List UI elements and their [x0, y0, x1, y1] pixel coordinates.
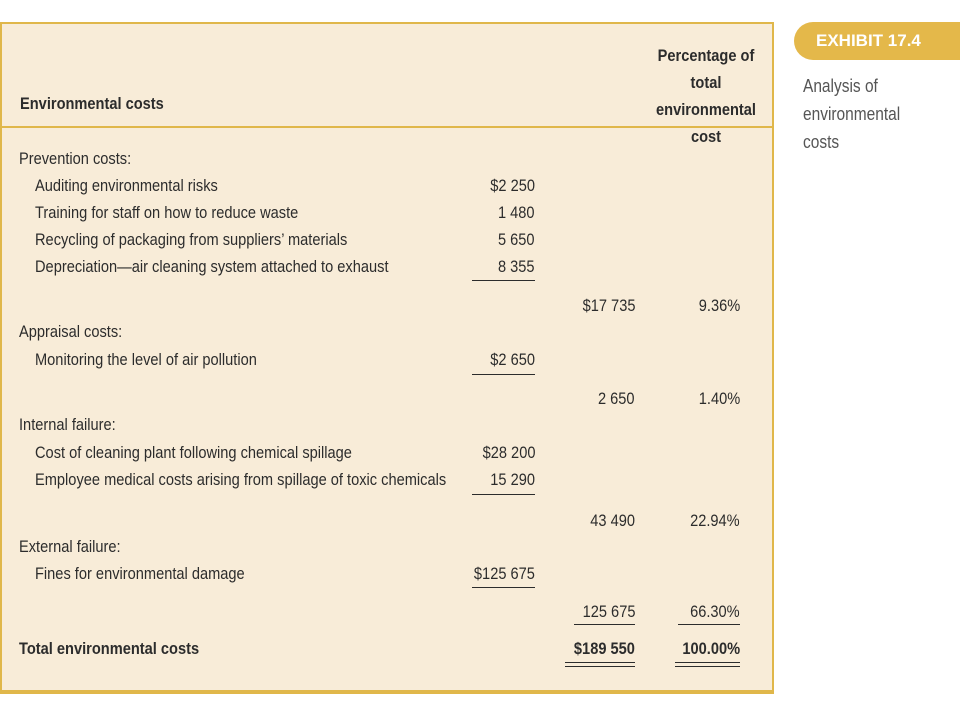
- total-row: [2, 639, 776, 663]
- row-amount: 15 290: [490, 470, 535, 489]
- subtotal-percent: 9.36%: [698, 296, 740, 315]
- row-label: Employee medical costs arising from spillage of toxic chemicals: [35, 470, 447, 489]
- header-percentage-line-1: Percentage of total: [657, 46, 755, 92]
- row-label: Fines for environmental damage: [35, 564, 245, 583]
- subtotal-percent: 1.40%: [698, 389, 740, 408]
- exhibit-caption: [803, 72, 938, 156]
- header-percentage-line-2: environmental: [656, 100, 756, 119]
- caption-line-2: environmental costs: [803, 104, 901, 152]
- section-title-prevention: Prevention costs:: [19, 149, 132, 168]
- row-amount: 1 480: [498, 203, 535, 222]
- underline: [472, 280, 535, 281]
- total-label: Total environmental costs: [19, 639, 200, 658]
- row-label: Auditing environmental risks: [35, 176, 218, 195]
- table-row: [2, 203, 776, 227]
- table-row: [2, 443, 776, 467]
- subtotal-row-appraisal: [2, 389, 776, 413]
- table-row: [2, 470, 776, 494]
- subtotal-amount: $17 735: [582, 296, 635, 315]
- subtotal-amount: 2 650: [598, 389, 635, 408]
- double-underline: [675, 666, 740, 667]
- row-amount: $28 200: [482, 443, 535, 462]
- exhibit-label: EXHIBIT 17.4: [816, 31, 921, 50]
- total-amount: $189 550: [574, 639, 635, 658]
- row-label: Training for staff on how to reduce waste: [35, 203, 299, 222]
- subtotal-amount: 125 675: [582, 602, 635, 621]
- subtotal-row-external: [2, 602, 776, 626]
- row-amount: 5 650: [498, 230, 535, 249]
- underline: [678, 624, 740, 625]
- panel-bottom-border: [0, 690, 774, 694]
- underline: [472, 494, 535, 495]
- subtotal-row-internal: [2, 511, 776, 535]
- table-row: [2, 564, 776, 588]
- subtotal-percent: 22.94%: [690, 511, 740, 530]
- double-underline: [565, 662, 635, 663]
- exhibit-badge: [794, 22, 960, 60]
- section-title-internal: Internal failure:: [19, 415, 116, 434]
- row-label: Monitoring the level of air pollution: [35, 350, 257, 369]
- underline: [472, 374, 535, 375]
- row-amount: $2 650: [490, 350, 535, 369]
- subtotal-row-prevention: [2, 296, 776, 320]
- double-underline: [565, 666, 635, 667]
- underline: [574, 624, 635, 625]
- exhibit-panel: [0, 22, 774, 692]
- double-underline: [675, 662, 740, 663]
- underline: [472, 587, 535, 588]
- caption-line-1: Analysis of: [803, 76, 878, 96]
- section-title-appraisal: Appraisal costs:: [19, 322, 123, 341]
- row-label: Depreciation—air cleaning system attached to exhaust: [35, 257, 389, 276]
- section-title-external: External failure:: [19, 537, 121, 556]
- table-row: [2, 257, 776, 281]
- table-row: [2, 176, 776, 200]
- total-percent: 100.00%: [682, 639, 740, 658]
- table-row: [2, 350, 776, 374]
- row-amount: 8 355: [498, 257, 535, 276]
- row-label: Cost of cleaning plant following chemical spillage: [35, 443, 352, 462]
- subtotal-percent: 66.30%: [690, 602, 740, 621]
- table-header: [2, 24, 772, 146]
- row-label: Recycling of packaging from suppliers’ materials: [35, 230, 348, 249]
- row-amount: $2 250: [490, 176, 535, 195]
- header-percentage: [648, 42, 765, 150]
- subtotal-amount: 43 490: [590, 511, 635, 530]
- row-amount: $125 675: [474, 564, 535, 583]
- header-environmental-costs: Environmental costs: [20, 94, 164, 113]
- header-percentage-line-3: cost: [690, 127, 722, 146]
- table-row: [2, 230, 776, 254]
